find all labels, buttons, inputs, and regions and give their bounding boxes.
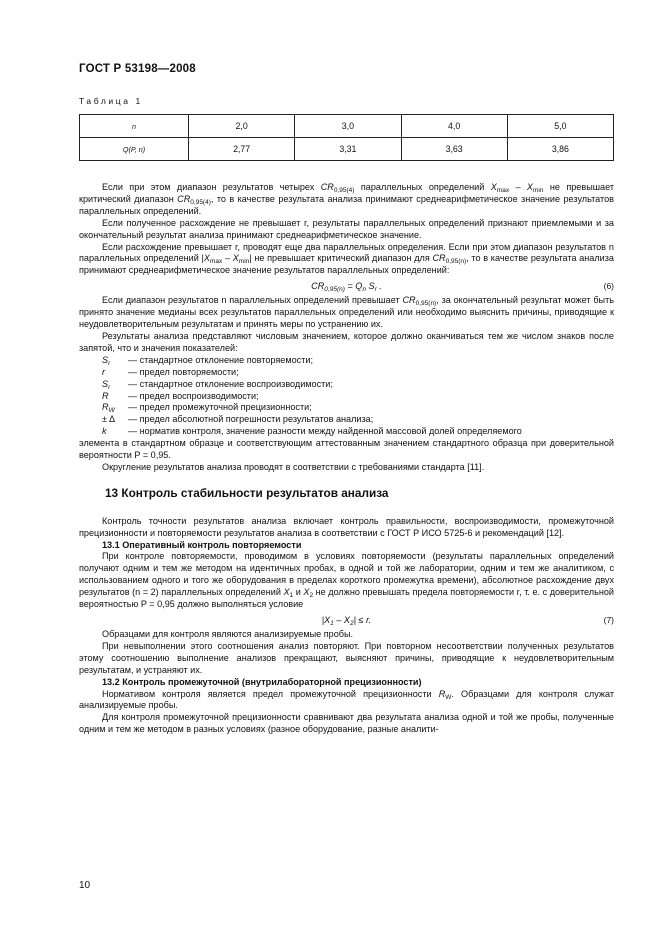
paragraph: Если диапазон результатов n параллельных определений превышает $CR_{0,95(n)}$, за окончательный результат может быть принято значение медианы всех результатов параллельных определений или необходимо выяснить причины, приводящие к неудовлетворительным результатам и принять меры по устранению их. bbox=[79, 295, 614, 330]
paragraph: При невыполнении этого соотношения анализ повторяют. При повторном несоответствии полученных результатов этому соотношению выполнение анализов прекращают, выясняют причины, приводящие к неудовлетворительным результатам, и устраняют их. bbox=[79, 640, 614, 675]
table-cell: 3,0 bbox=[295, 115, 401, 138]
legend-continuation: элемента в стандартном образце и соответствующим аттестованным значением стандартного образца при доверительной вероятности P = 0,95. bbox=[79, 438, 614, 461]
table-cell: 5,0 bbox=[507, 115, 613, 138]
paragraph: Нормативом контроля является предел промежуточной прецизионности $R_W$. Образцами для контроля служат анализируемые пробы. bbox=[79, 688, 614, 711]
paragraph: Округление результатов анализа проводят в соответствии с требованиями стандарта [11]. bbox=[102, 461, 485, 472]
row-header: Q(P, n) bbox=[80, 138, 189, 161]
formula-6: $CR_{0,95(n)} = Q_n$ $S_r$ . (6) bbox=[311, 281, 614, 294]
list-item: R — предел воспроизводимости; bbox=[102, 390, 259, 401]
table-row bbox=[80, 115, 614, 138]
table-cell: 3,63 bbox=[401, 138, 507, 161]
list-item: $S_r$ — стандартное отклонение воспроизводимости; bbox=[102, 378, 333, 391]
paragraph: Для контроля промежуточной прецизионности сравнивают два результата анализа одной и той же пробы, полученные одним и тем же методом в разных условиях (разное оборудование, разные аналити- bbox=[79, 712, 614, 735]
symbol-legend bbox=[79, 355, 614, 462]
table-cell: 3,31 bbox=[295, 138, 401, 161]
subsection-heading: 13.1 Оперативный контроль повторяемости bbox=[102, 539, 302, 550]
page-number: 10 bbox=[79, 880, 91, 891]
list-item: ± Δ — предел абсолютной погрешности результатов анализа; bbox=[102, 414, 374, 425]
data-table bbox=[79, 114, 614, 161]
paragraph: Контроль точности результатов анализа включает контроль правильности, воспроизводимости, промежуточной прецизионности и повторяемости результатов анализа в соответствии с ГОСТ Р ИСО 5725-6 и рекомендаций [12]. bbox=[79, 515, 614, 538]
table-cell: 4,0 bbox=[401, 115, 507, 138]
formula-number: (6) bbox=[603, 281, 614, 292]
document-body bbox=[79, 182, 614, 736]
list-item: $R_W$ — предел промежуточной прецизионности; bbox=[102, 402, 312, 415]
row-header: n bbox=[80, 115, 189, 138]
list-item: k — норматив контроля, значение разности между найденной массовой долей определяемого bbox=[102, 426, 522, 437]
formula-7: $|X_1 - X_2| \le r$. (7) bbox=[321, 615, 614, 627]
list-item: $S_r$ — стандартное отклонение повторяемости; bbox=[102, 354, 313, 367]
table-cell: 2,0 bbox=[189, 115, 295, 138]
paragraph: Если полученное расхождение не превышает r, результаты параллельных определений признают приемлемыми и за окончательный результат анализа принимают среднеарифметическое значение. bbox=[79, 217, 614, 240]
paragraph: Результаты анализа представляют числовым значением, которое должно оканчиваться тем же числом знаков после запятой, что и значения показателей: bbox=[79, 330, 614, 353]
paragraph: Если расхождение превышает r, проводят еще два параллельных определения. Если при этом диапазон результатов n параллельных определений $|X_{max} - X_{min}|$ не превышает критический диапазон для $CR_{0,95(n)}$, то в качестве результата анализа принимают среднеарифметическое значение результатов параллельных определений: bbox=[79, 241, 614, 276]
paragraph: При контроле повторяемости, проводимом в условиях повторяемости (результаты параллельных определений получают одним и тем же методом на идентичных пробах, в одной и той же лаборатории, одним и тем же аналитиком, с использованием одного и того же оборудования в пределах короткого промежутка времени), абсолютное расхождение двух результатов (n = 2) параллельных определений $X_1$ и $X_2$ не должно превышать предела повторяемости r, т. е. с доверительной вероятностью P = 0,95 должно выполняться условие bbox=[79, 551, 615, 610]
formula-number: (7) bbox=[603, 615, 614, 625]
table-cell: 3,86 bbox=[507, 138, 613, 161]
page-header: ГОСТ Р 53198—2008 bbox=[79, 63, 196, 75]
paragraph: Если при этом диапазон результатов четырех $CR_{0,95(4)}$ параллельных определений $X_{max} - X_{min}$ не превышает критический диапазон $CR_{0,95(4)}$, то в качестве результата анализа принимают среднеарифметическое значение результатов параллельных определений. bbox=[79, 182, 615, 216]
table-cell: 2,77 bbox=[189, 138, 295, 161]
table-caption: Таблица 1 bbox=[79, 96, 143, 106]
subsection-heading: 13.2 Контроль промежуточной (внутрилабораторной прецизионности) bbox=[102, 676, 422, 687]
section-heading: 13 Контроль стабильности результатов анализа bbox=[105, 485, 389, 500]
table-row bbox=[80, 138, 614, 161]
paragraph: Образцами для контроля являются анализируемые пробы. bbox=[102, 629, 354, 639]
list-item: r — предел повторяемости; bbox=[102, 366, 239, 377]
